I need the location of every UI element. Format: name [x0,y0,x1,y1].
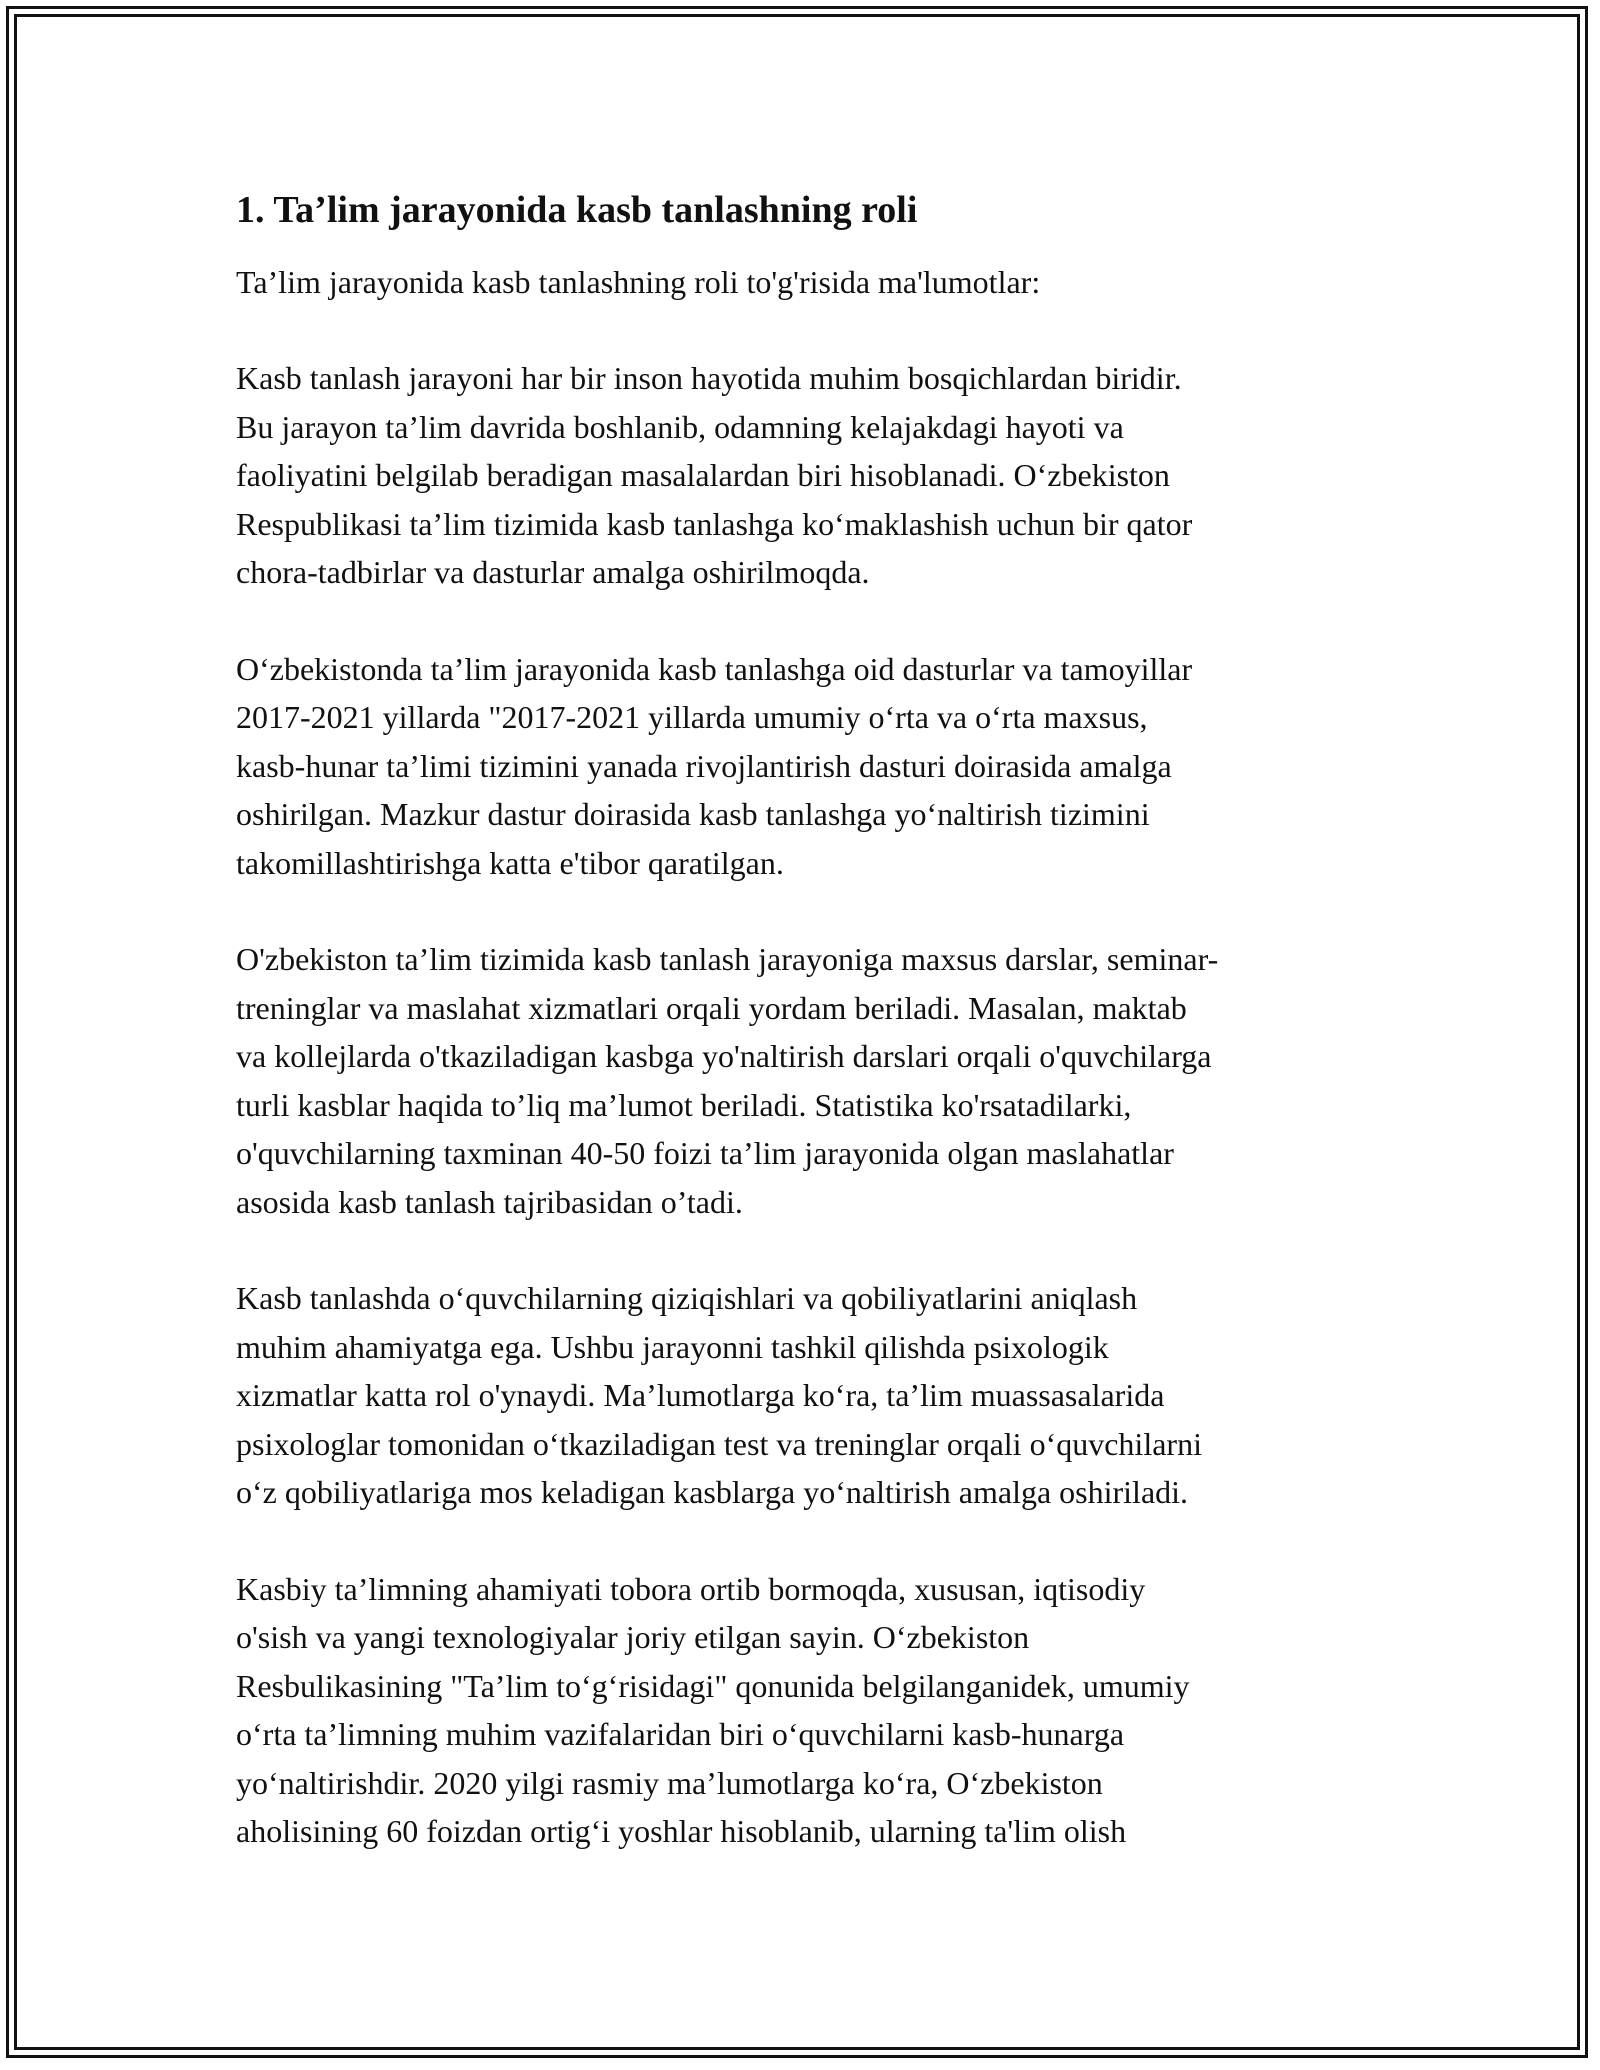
paragraph-line: psixologlar tomonidan o‘tkaziladigan test va treninglar orqali o‘quvchilarni [236,1425,1202,1462]
paragraph-line: o‘rta ta’limning muhim vazifalaridan biri o‘quvchilarni kasb-hunarga [236,1716,1125,1752]
paragraph-line: asosida kasb tanlash tajribasidan o’tadi. [236,1183,743,1220]
paragraph-line: Bu jarayon ta’lim davrida boshlanib, odamning kelajakdagi hayoti va [236,408,1124,445]
paragraph-line: Resbulikasining "Ta’lim to‘g‘risidagi" qonunida belgilanganidek, umumiy [236,1667,1190,1704]
paragraph-line: o'sish va yangi texnologiyalar joriy etilgan sayin. O‘zbekiston [236,1619,1030,1655]
paragraph-line: O‘zbekistonda ta’lim jarayonida kasb tanlashga oid dasturlar va tamoyillar [236,650,1193,687]
paragraph-3 [236,935,1376,1226]
paragraph-5 [236,1565,1376,1856]
paragraph-line: 2017-2021 yillarda "2017-2021 yillarda umumiy o‘rta va o‘rta maxsus, [236,699,1148,735]
paragraph-line: muhim ahamiyatga ega. Ushbu jarayonni tashkil qilishda psixologik [236,1328,1109,1365]
paragraph-2 [236,645,1376,888]
paragraph-line: chora-tadbirlar va dasturlar amalga oshirilmoqda. [236,554,870,590]
paragraph-line: aholisining 60 foizdan ortig‘i yoshlar hisoblanib, ularning ta'lim olish [236,1813,1127,1849]
document-body [236,186,1376,1904]
paragraph-line: Kasb tanlash jarayoni har bir inson hayotida muhim bosqichlardan biridir. [236,360,1182,396]
paragraph-line: oshirilgan. Mazkur dastur doirasida kasb tanlashga yo‘naltirish tizimini [236,796,1150,832]
paragraph-line: treninglar va maslahat xizmatlari orqali yordam beriladi. Masalan, maktab [236,989,1187,1026]
paragraph-line: Kasbiy ta’limning ahamiyati tobora ortib bormoqda, xususan, iqtisodiy [236,1570,1146,1607]
paragraph-line: va kollejlarda o'tkaziladigan kasbga yo'naltirish darslari orqali o'quvchilarga [236,1038,1212,1074]
paragraph-line: o‘z qobiliyatlariga mos keladigan kasblarga yo‘naltirish amalga oshiriladi. [236,1474,1189,1510]
paragraph-line: o'quvchilarning taxminan 40-50 foizi ta’lim jarayonida olgan maslahatlar [236,1135,1174,1171]
paragraph-line: O'zbekiston ta’lim tizimida kasb tanlash jarayoniga maxsus darslar, seminar- [236,941,1219,977]
section-heading: 1. Ta’lim jarayonida kasb tanlashning roli [236,189,918,231]
paragraph-line: takomillashtirishga katta e'tibor qaratilgan. [236,844,784,881]
paragraph-line: yo‘naltirishdir. 2020 yilgi rasmiy ma’lumotlarga ko‘ra, O‘zbekiston [236,1764,1103,1801]
paragraph-line: xizmatlar katta rol o'ynaydi. Ma’lumotlarga ko‘ra, ta’lim muassasalarida [236,1377,1165,1413]
paragraph-1 [236,354,1376,597]
intro-line: Ta’lim jarayonida kasb tanlashning roli to'g'risida ma'lumotlar: [236,264,1041,300]
paragraph-4 [236,1274,1376,1517]
paragraph-line: faoliyatini belgilab beradigan masalalardan biri hisoblanadi. O‘zbekiston [236,457,1170,493]
paragraph-line: Respublikasi ta’lim tizimida kasb tanlashga ko‘maklashish uchun bir qator [236,505,1193,542]
paragraph-line: turli kasblar haqida to’liq ma’lumot beriladi. Statistika ko'rsatadilarki, [236,1086,1132,1123]
paragraph-line: kasb-hunar ta’limi tizimini yanada rivojlantirish dasturi doirasida amalga [236,747,1172,784]
paragraph-line: Kasb tanlashda o‘quvchilarning qiziqishlari va qobiliyatlarini aniqlash [236,1280,1138,1316]
